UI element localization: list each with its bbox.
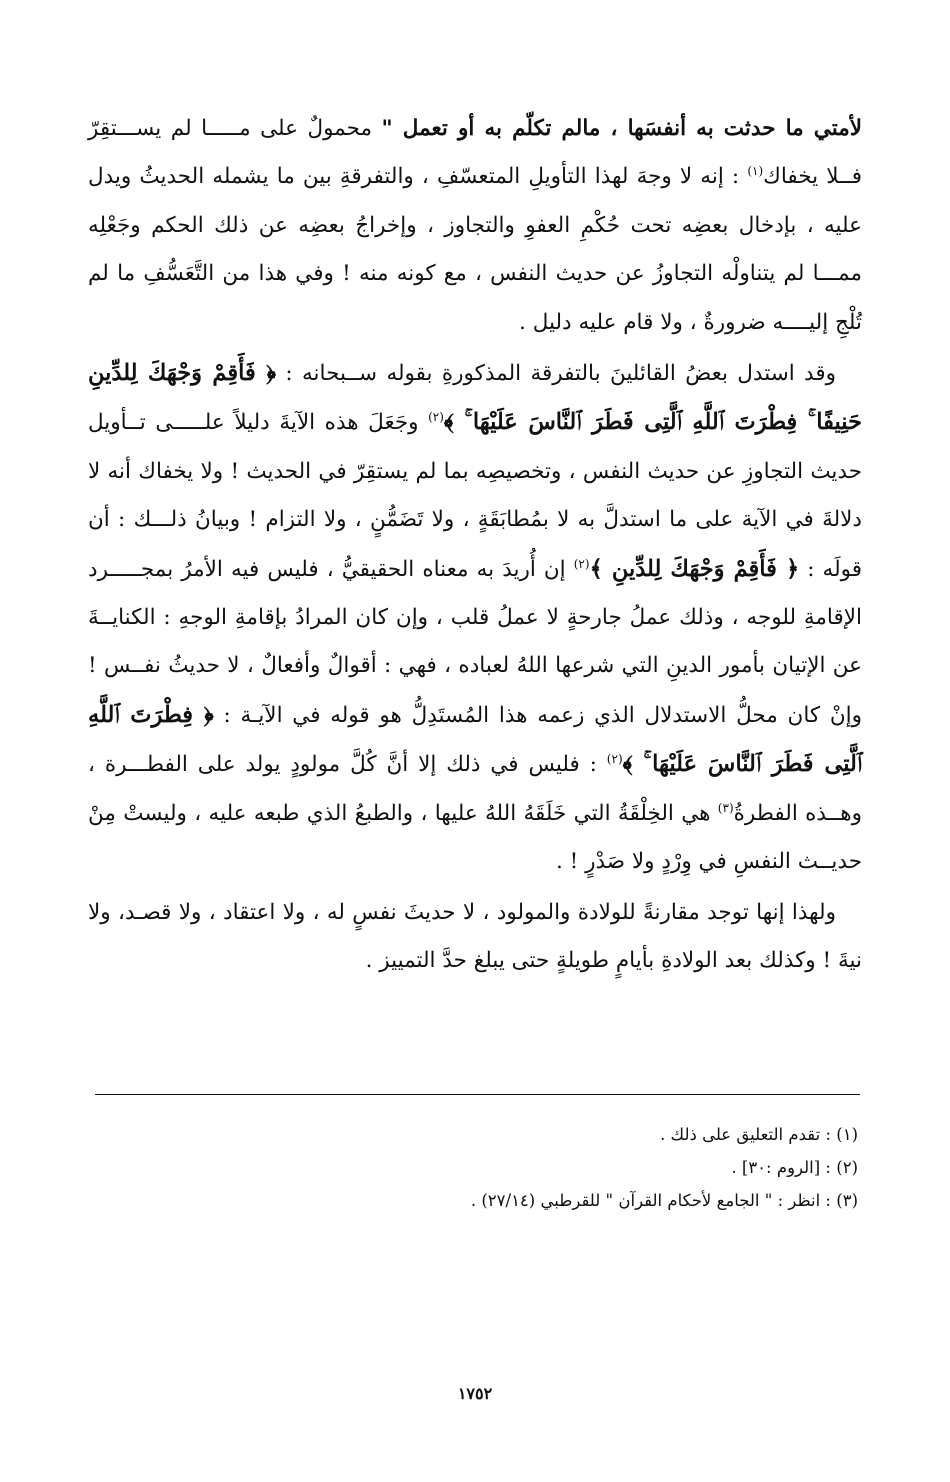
paragraph-2: [88, 349, 862, 886]
quran-verse-1: ﴿ فَأَقِمْ وَجْهَكَ لِلدِّينِ حَنِيفًا ۚ فِطْرَتَ ٱللَّهِ ٱلَّتِى فَطَرَ ٱلنَّاسَ عَلَيْهَا ۚ ﴾: [88, 360, 862, 436]
paragraph-2-text-e: هي الخِلْقَةُ التي خَلَقَهُ اللهُ عليها ، والطبعُ الذي طبعه عليه ، وليستْ مِنْ حديــث النفسِ في وِرْدٍ ولا صَدْرٍ ! .: [88, 800, 862, 875]
footnote-ref-1[interactable]: (١): [747, 164, 764, 179]
footnote-ref-3[interactable]: (٣): [717, 800, 734, 815]
footnotes: [88, 1118, 858, 1217]
page-number: ١٧٥٢: [457, 1384, 493, 1403]
paragraph-2-text-b: وجَعَلَ هذه الآيةَ دليلاً علـــــى تــأويل حديث التجاوزِ عن حديث النفس ، وتخصيصِه بما لم يستقِرّ في الحديث ! ولا يخفاك أنه لا دلالةَ في الآية على ما استدلَّ به لا بمُطابَقَةٍ ، ولا تَضَمُّنٍ ، ولا التزام ! وبيانُ ذلـــك : أن قولَه :: [88, 410, 863, 582]
footnote-2: (٢) : [الروم :٣٠] .: [731, 1158, 858, 1177]
paragraph-3: ولهذا إنها توجد مقارنةً للولادة والمولود ، لا حديثَ نفسٍ له ، ولا اعتقاد ، ولا قصـد، ولا نيةَ ! وكذلك بعد الولادةِ بأيامٍ طويلةٍ حتى يبلغ حدَّ التمييز .: [88, 899, 862, 973]
footnote-3: (٣) : انظر : " الجامع لأحكام القرآن " للقرطبي (٢٧/١٤) .: [470, 1191, 858, 1210]
paragraph-2-text-a: وقد استدل بعضُ القائلينَ بالتفرقة المذكورةِ بقوله ســبحانه :: [276, 361, 836, 387]
paragraph-1-text-a: محمولٌ على مـــــا لم يســـتقِرّ فــلا يخفاك: [88, 116, 862, 190]
paragraph-1: [88, 105, 862, 347]
footnote-ref-2b[interactable]: (٢): [573, 556, 590, 571]
hadith-quote: لأمتي ما حدثت به أنفسَها ، مالم تكلّم به أو تعمل ": [381, 116, 862, 141]
quran-verse-2: ﴿ فَأَقِمْ وَجْهَكَ لِلدِّينِ ﴾: [589, 555, 800, 582]
paragraph-1-text-b: : إنه لا وجهَ لهذا التأويلِ المتعسّفِ ، والتفرقةِ بين ما يشمله الحديثُ ويدل عليه ، بإدخال بعضِه تحت حُكْمِ العفوِ والتجاوز ، وإخراجُ بعضِه عن ذلك الحكم وجَعْلِه ممـــا لم يتناولْه التجاوزُ عن حديث النفس ، مع كونه منه ! وفي هذا من التَّعَسُّفِ ما لم تُلْجِ إليــــه ضرورةٌ ، ولا قام عليه دليل .: [88, 164, 862, 335]
footnote-ref-2c[interactable]: (٢): [606, 752, 623, 767]
footnote-ref-2a[interactable]: (٢): [428, 410, 444, 425]
paragraph-2-text-d: : فليس في ذلك إلا أنَّ كُلَّ مولودٍ يولد على الفطـــرة ، وهــذه الفطرةُ: [88, 752, 862, 826]
paragraph-2-text-c: إن أُريدَ به معناه الحقيقيُّ ، فليس فيه الأمرُ بمجـــــرد الإقامةِ للوجه ، وذلك عملُ جارحةٍ لا عملُ قلب ، وإن كان المرادُ بإقامةِ الوجهِ : الكنايــةَ عن الإتيان بأمور الدينِ التي شرعها اللهُ لعباده ، فهي : أقوالٌ وأفعالٌ ، لا حديثُ نفــس ! وإنْ كان محلُّ الاستدلال الذي زعمه هذا المُستَدِلُّ هو قوله في الآيـة :: [88, 556, 862, 728]
main-text: [88, 105, 862, 985]
quran-verse-3: ﴿ فِطْرَتَ ٱللَّهِ ٱلَّتِى فَطَرَ ٱلنَّاسَ عَلَيْهَا ۚ ﴾: [88, 701, 862, 778]
footnote-1: (١) : تقدم التعليق على ذلك .: [660, 1125, 858, 1144]
footnote-divider: [95, 1094, 860, 1095]
